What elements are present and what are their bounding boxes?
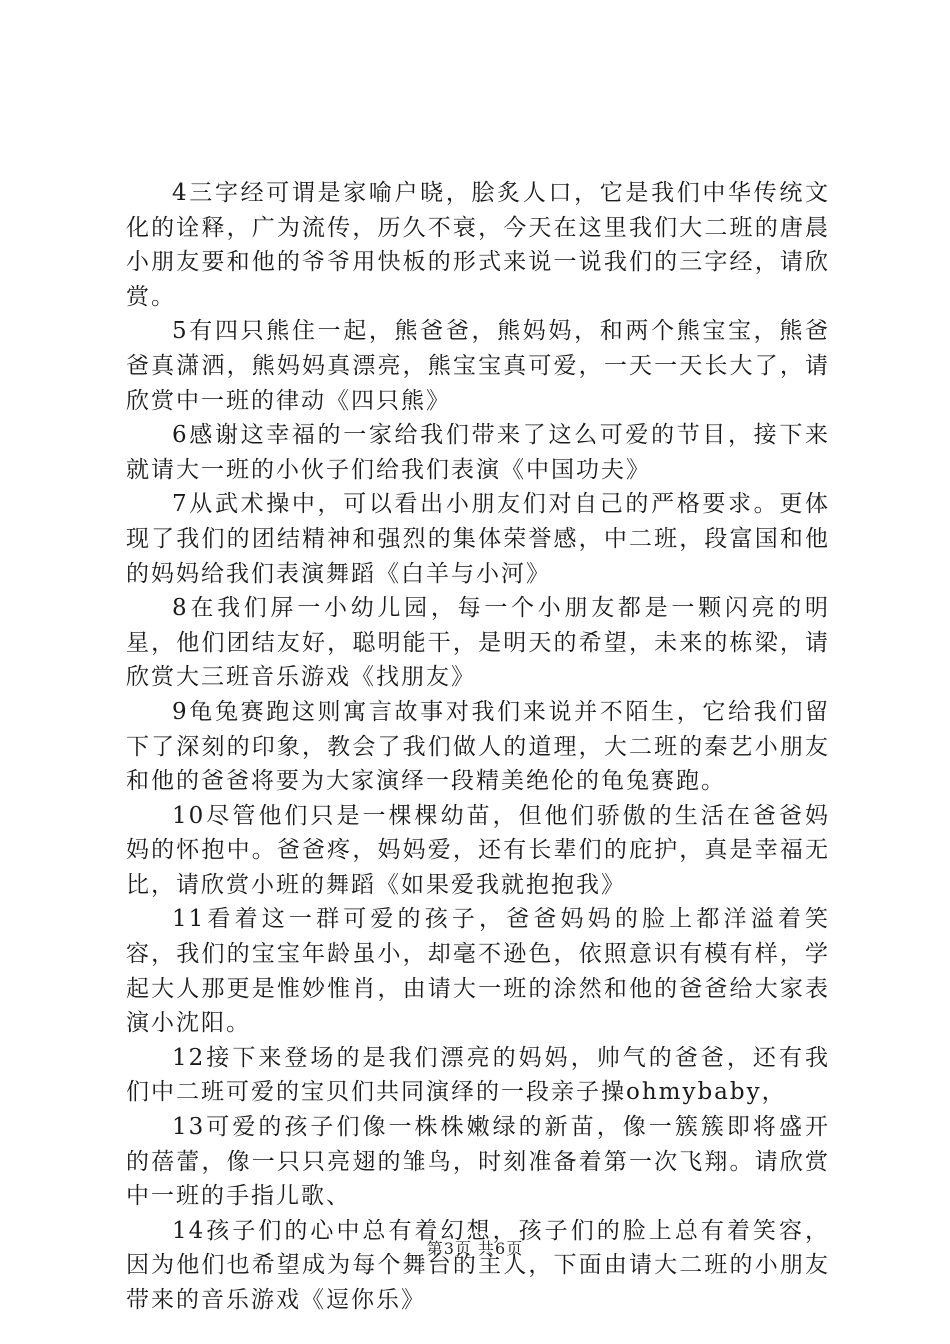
- paragraph-14: 14孩子们的心中总有着幻想，孩子们的脸上总有着笑容，因为他们也希望成为每个舞台的主人，下面由请大二班的小朋友带来的音乐游戏《逗你乐》: [126, 1217, 830, 1313]
- paragraph-5: 5有四只熊住一起，熊爸爸，熊妈妈，和两个熊宝宝，熊爸爸真潇洒，熊妈妈真漂亮，熊宝宝真可爱，一天一天长大了，请欣赏中一班的律动《四只熊》: [126, 318, 830, 414]
- paragraph-10: 10尽管他们只是一棵棵幼苗，但他们骄傲的生活在爸爸妈妈的怀抱中。爸爸疼，妈妈爱，还有长辈们的庇护，真是幸福无比，请欣赏小班的舞蹈《如果爱我就抱抱我》: [126, 802, 830, 898]
- document-body: [126, 176, 830, 1318]
- paragraph-7: 7从武术操中，可以看出小朋友们对自己的严格要求。更体现了我们的团结精神和强烈的集体荣誉感，中二班，段富国和他的妈妈给我们表演舞蹈《白羊与小河》: [126, 491, 830, 587]
- paragraph-11: 11看着这一群可爱的孩子，爸爸妈妈的脸上都洋溢着笑容，我们的宝宝年龄虽小，却毫不逊色，依照意识有模有样，学起大人那更是惟妙惟肖，由请大一班的涂然和他的爸爸给大家表演小沈阳。: [126, 906, 830, 1037]
- paragraph-4: 4三字经可谓是家喻户晓，脍炙人口，它是我们中华传统文化的诠释，广为流传，历久不衰，今天在这里我们大二班的唐晨小朋友要和他的爷爷用快板的形式来说一说我们的三字经，请欣赏。: [126, 180, 830, 310]
- paragraph-9: 9龟兔赛跑这则寓言故事对我们来说并不陌生，它给我们留下了深刻的印象，教会了我们做人的道理，大二班的秦艺小朋友和他的爸爸将要为大家演绎一段精美绝伦的龟兔赛跑。: [126, 698, 830, 795]
- paragraph-6: 6感谢这幸福的一家给我们带来了这么可爱的节目，接下来就请大一班的小伙子们给我们表演《中国功夫》: [126, 422, 830, 483]
- paragraph-12: 12接下来登场的是我们漂亮的妈妈，帅气的爸爸，还有我们中二班可爱的宝贝们共同演绎的一段亲子操ohmybaby，: [126, 1044, 830, 1106]
- page-number-footer: 第3页 共6页: [426, 1239, 524, 1258]
- paragraph-8: 8在我们屏一小幼儿园，每一个小朋友都是一颗闪亮的明星，他们团结友好，聪明能干，是明天的希望，未来的栋梁，请欣赏大三班音乐游戏《找朋友》: [126, 595, 830, 691]
- paragraph-13: 13可爱的孩子们像一株株嫩绿的新苗，像一簇簇即将盛开的蓓蕾，像一只只亮翅的雏鸟，时刻准备着第一次飞翔。请欣赏中一班的手指儿歌、: [126, 1114, 830, 1210]
